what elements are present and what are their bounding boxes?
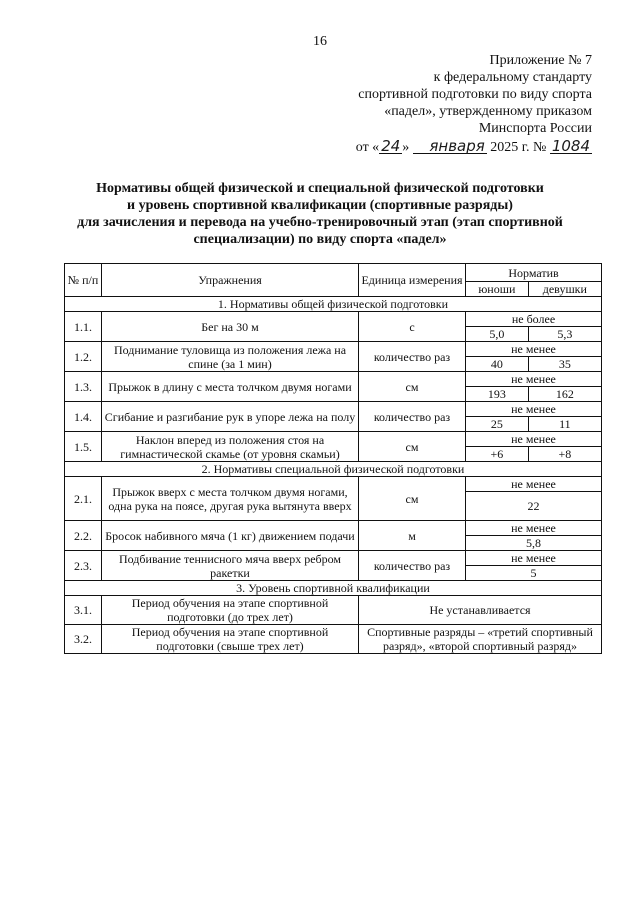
value-boys: +6 <box>466 447 529 462</box>
exercise-name: Прыжок вверх с места толчком двумя ногами, одна рука на поясе, другая рука вытянута вверх <box>102 477 359 521</box>
value-girls: 11 <box>528 417 601 432</box>
value-boys: 25 <box>466 417 529 432</box>
unit-cell: см <box>359 477 466 521</box>
exercise-name: Наклон вперед из положения стоя на гимнастической скамье (от уровня скамьи) <box>102 432 359 462</box>
appendix-line: «падел», утвержденному приказом <box>384 104 592 119</box>
header-boys: юноши <box>466 282 529 297</box>
handwritten-order-number: 1084 <box>551 137 590 155</box>
norm-condition: не менее <box>466 477 602 492</box>
document-title <box>40 180 600 248</box>
value-girls: 162 <box>528 387 601 402</box>
header-unit: Единица измерения <box>359 264 466 297</box>
value-girls: 5,3 <box>528 327 601 342</box>
section-header: 2. Нормативы специальной физической подготовки <box>65 462 602 477</box>
page-number: 16 <box>313 34 327 49</box>
row-number: 3.1. <box>65 596 102 625</box>
row-number: 1.3. <box>65 372 102 402</box>
appendix-line: к федеральному стандарту <box>433 70 592 85</box>
norm-condition: не менее <box>466 342 602 357</box>
order-date-line <box>330 139 592 156</box>
unit-cell: количество раз <box>359 402 466 432</box>
row-number: 1.1. <box>65 312 102 342</box>
exercise-name: Бросок набивного мяча (1 кг) движением подачи <box>102 521 359 551</box>
norm-condition: не менее <box>466 372 602 387</box>
row-number: 2.1. <box>65 477 102 521</box>
value-boys: 193 <box>466 387 529 402</box>
unit-cell: см <box>359 372 466 402</box>
year-text: 2025 г. № <box>490 140 547 155</box>
row-number: 1.4. <box>65 402 102 432</box>
exercise-name: Поднимание туловища из положения лежа на спине (за 1 мин) <box>102 342 359 372</box>
value-girls: 35 <box>528 357 601 372</box>
norm-condition: не менее <box>466 402 602 417</box>
handwritten-day: 24 <box>381 137 401 155</box>
value-boys: 5,0 <box>466 327 529 342</box>
value-combined: 22 <box>466 492 602 521</box>
value-combined: 5 <box>466 566 602 581</box>
title-line: для зачисления и перевода на учебно-тренировочный этап (этап спортивной <box>77 215 563 230</box>
exercise-name: Бег на 30 м <box>102 312 359 342</box>
row-number: 1.2. <box>65 342 102 372</box>
exercise-name: Сгибание и разгибание рук в упоре лежа на полу <box>102 402 359 432</box>
section-header: 3. Уровень спортивной квалификации <box>65 581 602 596</box>
title-line: и уровень спортивной квалификации (спортивные разряды) <box>127 198 513 213</box>
qualification-value: Спортивные разряды – «третий спортивный разряд», «второй спортивный разряд» <box>359 625 602 654</box>
row-number: 1.5. <box>65 432 102 462</box>
row-number: 3.2. <box>65 625 102 654</box>
value-girls: +8 <box>528 447 601 462</box>
handwritten-month: января <box>413 139 487 154</box>
norm-condition: не менее <box>466 432 602 447</box>
appendix-line: спортивной подготовки по виду спорта <box>358 87 592 102</box>
row-number: 2.3. <box>65 551 102 581</box>
unit-cell: с <box>359 312 466 342</box>
header-exercise: Упражнения <box>102 264 359 297</box>
date-mid: » <box>402 140 410 155</box>
exercise-name: Период обучения на этапе спортивной подготовки (до трех лет) <box>102 596 359 625</box>
norm-condition: не менее <box>466 551 602 566</box>
appendix-block <box>330 52 592 156</box>
norm-condition: не более <box>466 312 602 327</box>
exercise-name: Период обучения на этапе спортивной подготовки (свыше трех лет) <box>102 625 359 654</box>
unit-cell: м <box>359 521 466 551</box>
header-num: № п/п <box>65 264 102 297</box>
title-line: специализации) по виду спорта «падел» <box>193 232 447 247</box>
header-girls: девушки <box>528 282 601 297</box>
row-number: 2.2. <box>65 521 102 551</box>
appendix-line: Минспорта России <box>478 121 592 136</box>
exercise-name: Прыжок в длину с места толчком двумя ногами <box>102 372 359 402</box>
appendix-line: Приложение № 7 <box>489 53 592 68</box>
exercise-name: Подбивание теннисного мяча вверх ребром ракетки <box>102 551 359 581</box>
unit-cell: количество раз <box>359 551 466 581</box>
header-norm: Норматив <box>466 264 602 282</box>
unit-cell: количество раз <box>359 342 466 372</box>
date-prefix: от « <box>355 140 380 155</box>
norm-condition: не менее <box>466 521 602 536</box>
section-header: 1. Нормативы общей физической подготовки <box>65 297 602 312</box>
title-line: Нормативы общей физической и специальной физической подготовки <box>96 181 544 196</box>
qualification-value: Не устанавливается <box>359 596 602 625</box>
value-boys: 40 <box>466 357 529 372</box>
standards-table <box>64 263 602 654</box>
unit-cell: см <box>359 432 466 462</box>
value-combined: 5,8 <box>466 536 602 551</box>
